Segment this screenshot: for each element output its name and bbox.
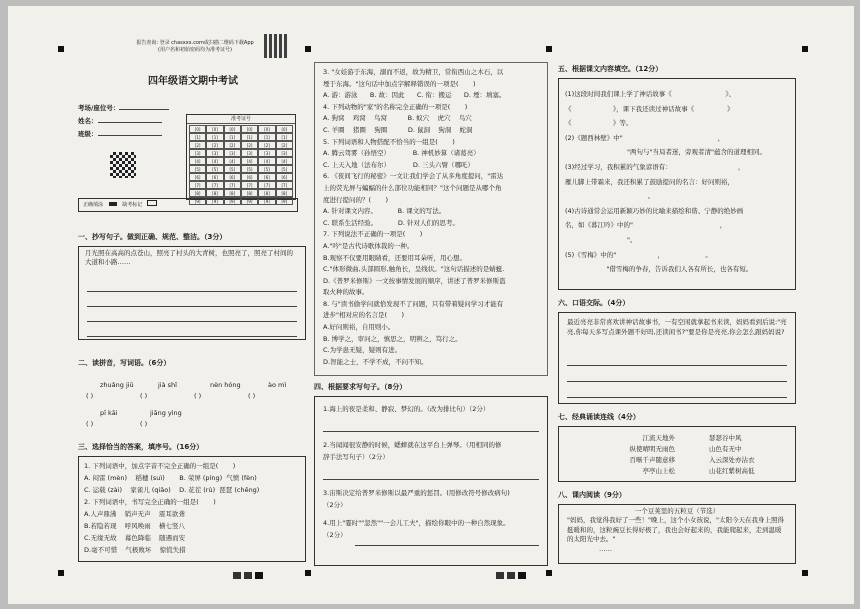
admission-digit-bubble[interactable]: [8] xyxy=(189,189,206,197)
admission-digit-bubble[interactable]: [9] xyxy=(189,197,206,205)
admission-digit-bubble[interactable]: [4] xyxy=(206,157,223,165)
question-line: 度进行提问的？( ) xyxy=(323,195,389,204)
question-line: 3. "女娃游于东海，溺而不返，故为精卫，常衔西山之木石，以 xyxy=(323,68,504,76)
admission-digit-bubble[interactable]: [9] xyxy=(224,197,241,205)
admission-digit-bubble[interactable]: [5] xyxy=(189,165,206,173)
pinyin-1: zhuǎng jiū xyxy=(100,381,134,389)
question-line: D.《普罗米修斯》一文按事情发展的顺序，讲述了普罗米修斯盗 xyxy=(323,276,506,285)
choice-questions-3-8 xyxy=(315,63,547,372)
admission-digit-bubble[interactable]: [1] xyxy=(206,133,223,141)
question-line: B. 博学之，审问之，慎思之，明辨之，笃行之。 xyxy=(323,334,462,343)
s7-right-item[interactable]: 入云深处亦沾衣 xyxy=(709,456,755,464)
question-line: C. 运载 (zài) 家雀儿 (qiǎo) D. 花茬 (rù) 琵琶 (chēng) xyxy=(84,486,260,494)
admission-digit-bubble[interactable]: [6] xyxy=(258,173,275,181)
question-line: A. 针对课文内容。 B. 课文的写法。 xyxy=(323,207,446,216)
admission-digit-bubble[interactable]: [9] xyxy=(276,197,293,205)
mid-top-box xyxy=(314,62,548,376)
question-line: 6. 《夜间飞行的秘密》一文让我们学会了从多角度提问，"雷达 xyxy=(323,172,504,181)
s7-left-item[interactable]: 百啭千声随意移 xyxy=(629,456,675,464)
admission-digit-bubble[interactable]: [1] xyxy=(258,133,275,141)
admission-digit-bubble[interactable]: [2] xyxy=(224,141,241,149)
answer-paren[interactable]: ( ) xyxy=(86,420,94,428)
question-line: C.为学患无疑，疑则有进。 xyxy=(323,346,402,355)
admission-digit-bubble[interactable]: [7] xyxy=(224,181,241,189)
admission-digit-bubble[interactable]: [1] xyxy=(241,133,258,141)
registration-mark xyxy=(546,570,552,576)
s6-answer-line[interactable] xyxy=(567,381,787,382)
field-name-label: 姓名： xyxy=(78,117,98,125)
s4-q2: 2.当闻闻很安静的时候，蟋蟀就在这平台上弹琴。（用相同的修 xyxy=(323,441,502,449)
fill-blank-line: "。 xyxy=(565,235,637,244)
section5-title: 五、根据课文内容填空。（12分） xyxy=(558,65,663,73)
admission-digit-bubble[interactable]: [0] xyxy=(258,125,275,133)
admission-digit-bubble[interactable]: [0] xyxy=(224,125,241,133)
fill-in-blanks[interactable] xyxy=(559,79,795,285)
admission-digit-bubble[interactable]: [7] xyxy=(258,181,275,189)
question-line: 进步"相对应的名言是( ) xyxy=(323,311,405,320)
pinyin-6: jiāng yìng xyxy=(150,409,182,417)
pinyin-3: nèn hóng xyxy=(210,381,241,389)
answer-paren[interactable]: ( ) xyxy=(140,392,148,400)
admission-digit-bubble[interactable]: [2] xyxy=(241,141,258,149)
admission-digit-bubble[interactable]: [4] xyxy=(224,157,241,165)
question-line: 堙于东海。"这句话中加点字解释错误的一项是( ) xyxy=(323,79,476,88)
admission-digit-bubble[interactable]: [9] xyxy=(258,197,275,205)
section5-box xyxy=(558,78,796,290)
fill-blank-line: "借雪梅的争春，告诉我们人各有所长，也各有短。 xyxy=(565,265,753,274)
admission-digit-bubble[interactable]: [2] xyxy=(189,141,206,149)
s6-answer-line[interactable] xyxy=(567,365,787,366)
admission-digit-row[interactable] xyxy=(189,181,293,189)
student-fields xyxy=(78,104,169,143)
admission-digit-row[interactable] xyxy=(189,157,293,165)
s6-prompt: 最近亮亮非常喜欢讲神话故事书，一有空闲就拿起书来读，妈妈看到后说:"亮亮,你每天多写点课外题不好吗,还读闲书?"要是你是亮亮,你会怎么跟妈妈说? xyxy=(567,318,787,336)
question-line: 1. 下列词语中，加点字音不完全正确的一组是( ) xyxy=(84,462,236,470)
question-line: 8. 与"读书偷学问就恰发现不了问题，只有带着疑问学习才能有 xyxy=(323,299,504,308)
admission-digit-bubble[interactable]: [5] xyxy=(224,165,241,173)
section3-box xyxy=(78,456,306,562)
admission-digit-bubble[interactable]: [7] xyxy=(206,181,223,189)
question-line: C.无缘无故 幕色降临 随遇而安 xyxy=(84,534,186,542)
pinyin-5: pī kāi xyxy=(100,409,118,417)
section3-questions xyxy=(79,457,305,559)
admission-digit-bubble[interactable]: [6] xyxy=(224,173,241,181)
pinyin-4: ào mì xyxy=(268,381,287,389)
section8-title: 八、课内阅读（9分） xyxy=(558,491,626,499)
admission-digit-bubble[interactable]: [4] xyxy=(189,157,206,165)
answer-paren[interactable]: ( ) xyxy=(140,420,148,428)
answer-paren[interactable]: ( ) xyxy=(194,392,202,400)
s7-right-item[interactable]: 山色有无中 xyxy=(709,445,742,453)
s7-right-item[interactable]: 瑟瑟谷中风 xyxy=(709,434,742,442)
admission-digit-bubble[interactable]: [1] xyxy=(189,133,206,141)
field-class-label: 班级： xyxy=(78,130,98,138)
admission-digit-bubble[interactable]: [2] xyxy=(206,141,223,149)
admission-digit-row[interactable] xyxy=(189,189,293,197)
fill-blank-line: (5)《雪梅》中的" ， 。 xyxy=(565,250,712,259)
admission-digit-row[interactable] xyxy=(189,141,293,149)
s8-subtitle: 一个豆荚里的五粒豆（节选） xyxy=(634,507,720,515)
fill-blank-line: 。 xyxy=(565,192,655,201)
s7-right-list[interactable] xyxy=(709,433,755,477)
registration-mark xyxy=(802,570,808,576)
admission-digit-bubble[interactable]: [5] xyxy=(258,165,275,173)
s7-left-item[interactable]: 亭亭山上松 xyxy=(642,467,675,475)
admission-digit-bubble[interactable]: [9] xyxy=(241,197,258,205)
admission-digit-bubble[interactable]: [5] xyxy=(276,165,293,173)
page-marker xyxy=(233,572,241,579)
question-line: C. 羊圈 猪圈 狗圈 D. 鼠洞 狗洞 蛇洞 xyxy=(323,125,473,134)
question-line: 2. 下列词语中，书写完全正确的一组是( ) xyxy=(84,498,216,506)
section6-box xyxy=(558,312,796,404)
admission-digit-bubble[interactable]: [5] xyxy=(206,165,223,173)
class-input-line[interactable] xyxy=(98,135,162,136)
question-line: A.好问则裕，自用则小。 xyxy=(323,323,395,332)
fill-blank-line: (2)《题西林壁》中" ， xyxy=(565,133,725,142)
page-marker xyxy=(244,572,252,579)
admission-digit-bubble[interactable]: [2] xyxy=(276,141,293,149)
admission-digit-bubble[interactable]: [3] xyxy=(276,149,293,157)
admission-digit-bubble[interactable]: [8] xyxy=(241,189,258,197)
fill-blank-line: (3)经过学习，我积累的气象谚语有： ， xyxy=(565,162,745,171)
admission-digit-row[interactable] xyxy=(189,149,293,157)
section2-title: 二、读拼音，写词语。（6分） xyxy=(78,359,171,367)
copy-lines[interactable] xyxy=(87,277,297,337)
question-line: C."体形微曲,头部圆形,触角长，呈线状。"这句话描述的是蜻蜓. xyxy=(323,265,505,274)
section1-box xyxy=(78,246,306,340)
page-marker xyxy=(255,572,263,579)
admission-digit-bubble[interactable]: [8] xyxy=(206,189,223,197)
admission-digit-bubble[interactable]: [7] xyxy=(189,181,206,189)
admission-digit-bubble[interactable]: [8] xyxy=(276,189,293,197)
s7-left-list[interactable] xyxy=(595,433,675,477)
question-line: D.智能之士，不学不成，不问不知。 xyxy=(323,357,428,366)
section3-title: 三、选择恰当的答案，填序号。（16分） xyxy=(78,443,204,451)
page-marker xyxy=(507,572,515,579)
admission-digit-bubble[interactable]: [6] xyxy=(276,173,293,181)
legend-absent: 缺考标记 xyxy=(122,202,143,208)
section8-box xyxy=(558,504,796,564)
admission-digit-bubble[interactable]: [0] xyxy=(276,125,293,133)
answer-paren[interactable]: ( ) xyxy=(248,392,256,400)
section1-title: 一、抄写句子。做到正确、规范、整洁。（3分） xyxy=(78,233,227,241)
question-line: C. 上天入地（法布尔） D. 三头六臂（哪吒） xyxy=(323,160,475,169)
question-line: A. 狗窝 鸡窝 鸟窝 B. 蚁穴 虎穴 鸟穴 xyxy=(323,114,472,123)
s4-q4: 4.用上"霎时""忽然""一会儿工夫"，描绘你眼中的一种自然现象。 xyxy=(323,519,510,527)
s6-answer-line[interactable] xyxy=(567,397,787,398)
admission-digit-row[interactable] xyxy=(189,173,293,181)
s4-q2b: 辞手法写句子）（2分） xyxy=(323,453,389,461)
question-line: 上的荧光屏与蝙蝠的什么部位功能相同？"这个问题是从哪个角 xyxy=(323,183,502,192)
qr-code-student xyxy=(110,152,136,178)
registration-mark xyxy=(546,46,552,52)
admission-digit-row[interactable] xyxy=(189,165,293,173)
question-line: 5. 下列词语和人物搭配不恰当的一组是( ) xyxy=(323,137,455,146)
section4-title: 四、根据要求写句子。（8分） xyxy=(314,383,407,391)
question-line: D.毫不可惜 气极败坏 惊慌失措 xyxy=(84,546,186,554)
admission-digit-bubble[interactable]: [0] xyxy=(206,125,223,133)
registration-mark xyxy=(58,46,64,52)
admission-digit-bubble[interactable]: [1] xyxy=(276,133,293,141)
fill-blank-line: 名，如《暮江吟》中的" ， xyxy=(565,221,727,230)
registration-mark xyxy=(305,46,311,52)
registration-mark xyxy=(802,46,808,52)
registration-mark xyxy=(305,570,311,576)
fill-blank-line: (1)这段时间我们课上学了神话故事《 》、 xyxy=(565,90,736,98)
admission-digit-bubble[interactable]: [8] xyxy=(258,189,275,197)
exam-title: 四年级语文期中考试 xyxy=(148,76,238,87)
answer-paren[interactable]: ( ) xyxy=(86,392,94,400)
qr-code-top xyxy=(264,34,288,58)
s4-answer-line[interactable] xyxy=(323,431,539,432)
s7-left-item[interactable]: 纵使晴明无雨色 xyxy=(629,445,675,453)
fill-blank-line: 《 》等。 xyxy=(565,119,633,128)
s4-q3b: （2分） xyxy=(323,501,347,509)
field-seat-label: 考场/座位号： xyxy=(78,104,120,112)
section4-box xyxy=(314,396,548,566)
registration-mark xyxy=(58,570,64,576)
admission-digit-bubble[interactable]: [3] xyxy=(206,149,223,157)
page-marker xyxy=(496,572,504,579)
admission-digit-bubble[interactable]: [6] xyxy=(206,173,223,181)
legend-absent-box-icon xyxy=(147,200,157,206)
question-line: A. 腾云驾雾（孙悟空） B. 神机妙算（诸葛亮） xyxy=(323,149,480,158)
s4-q1: 1.海上的夜是柔和、静寂、梦幻的。（改为排比句）（2分） xyxy=(323,405,490,413)
admission-digit-bubble[interactable]: [7] xyxy=(276,181,293,189)
question-line: A. 游：游泳 B. 故：因此 C. 衔：搬运 D. 堙：填塞。 xyxy=(323,91,506,100)
section7-title: 七、经典诵读连线（4分） xyxy=(558,413,640,421)
name-input-line[interactable] xyxy=(98,122,162,123)
s4-q4b: （2分） xyxy=(323,531,347,539)
s8-ellipsis: …… xyxy=(599,544,612,553)
seat-input-line[interactable] xyxy=(119,109,169,110)
admission-label: 准考证号 xyxy=(187,115,295,124)
section7-box xyxy=(558,426,796,482)
section1-passage: 月光照在高高的点苍山，照亮了村头的大青树，也照亮了，照亮了村间的大道和小路…… xyxy=(85,249,293,266)
question-line: B.若隐若现 呼风唤雨 横七竖八 xyxy=(84,522,186,530)
legend-correct: 正确填涂 xyxy=(83,202,104,208)
fill-blank-line: "两句与"当局者迷，旁观者清"蕴含的道理相同。 xyxy=(565,148,766,157)
admission-digit-bubble[interactable]: [4] xyxy=(276,157,293,165)
s7-left-item[interactable]: 江流天地外 xyxy=(642,434,675,442)
admission-digit-bubble[interactable]: [3] xyxy=(258,149,275,157)
admission-digit-bubble[interactable]: [4] xyxy=(241,157,258,165)
question-line: 7. 下列说法不正确的一项是( ) xyxy=(323,230,423,239)
exam-paper xyxy=(8,6,854,604)
section6-title: 六、口语交际。（4分） xyxy=(558,299,630,307)
legend-correct-mark-icon xyxy=(109,202,117,206)
admission-digit-bubble[interactable]: [5] xyxy=(241,165,258,173)
admission-digit-bubble[interactable]: [6] xyxy=(241,173,258,181)
fill-blank-line: (4)古诗通常会运用新颖巧妙的比喻来描绘和谐、宁静的绝妙画 xyxy=(565,206,744,215)
admission-digit-bubble[interactable]: [9] xyxy=(206,197,223,205)
report-note: 报告查询: 登录 chasxxx.com或扫描二维码下载App (用户名和初始密码均为准考证号) xyxy=(136,40,254,53)
question-line: A.人声鼎沸 销声无声 震耳欲聋 xyxy=(84,510,185,518)
admission-digit-bubble[interactable]: [0] xyxy=(189,125,206,133)
question-line: A. 闷雷 (mèn) 稻穗 (suì) B. 荣屏 (píng) 气愤 (fèn) xyxy=(84,474,257,482)
admission-digit-bubble[interactable]: [3] xyxy=(241,149,258,157)
admission-digit-row[interactable] xyxy=(189,125,293,133)
s4-answer-line[interactable] xyxy=(323,479,539,480)
admission-digit-bubble[interactable]: [7] xyxy=(241,181,258,189)
admission-digit-bubble[interactable]: [2] xyxy=(258,141,275,149)
s4-answer-line[interactable] xyxy=(355,545,539,546)
fill-blank-line: 《 》，课下我还读过神话故事《 》 xyxy=(565,104,734,113)
admission-digit-bubble[interactable]: [3] xyxy=(189,149,206,157)
question-line: B.观察不仅要用眼睛看，还要用耳朵听，用心想。 xyxy=(323,253,467,262)
admission-digit-bubble[interactable]: [1] xyxy=(224,133,241,141)
admission-digit-bubble[interactable]: [8] xyxy=(224,189,241,197)
admission-digit-bubble[interactable]: [0] xyxy=(241,125,258,133)
s8-passage: "妈妈，我觉得我好了一些！"晚上，这个小女孩说，"太阳今天在我身上照得挺暖和的，这粒豌豆长得好极了，我也会好起来的，我能爬起来，走到温暖的太阳光中去。" xyxy=(567,516,784,543)
s7-right-item[interactable]: 山花红紫树高低 xyxy=(709,467,755,475)
fill-blank-line: 雁儿脚上带霜来，我还积累了鼓励提问的名言：好问则裕， xyxy=(565,177,734,186)
admission-digit-bubble[interactable]: [6] xyxy=(189,173,206,181)
pinyin-2: jià shǐ xyxy=(158,381,177,389)
question-line: A."吟"是古代诗歌体裁的一种。 xyxy=(323,241,414,250)
page-marker xyxy=(518,572,526,579)
admission-number-grid xyxy=(186,114,296,204)
s4-q3: 3.宙斯决定给普罗米修斯以最严重的惩罚。(用修改符号修改病句) xyxy=(323,489,510,497)
question-line: 4. 下列动物的"家"的名称完全正确的一项是( ) xyxy=(323,102,468,111)
admission-digit-bubble[interactable]: [3] xyxy=(224,149,241,157)
fill-legend xyxy=(78,198,298,212)
admission-digit-bubble[interactable]: [4] xyxy=(258,157,275,165)
question-line: C. 联系生活经验。 D. 针对人们的思考。 xyxy=(323,218,459,227)
question-line: 取火种的故事。 xyxy=(323,288,369,297)
admission-bubbles[interactable] xyxy=(187,124,295,206)
admission-digit-row[interactable] xyxy=(189,133,293,141)
